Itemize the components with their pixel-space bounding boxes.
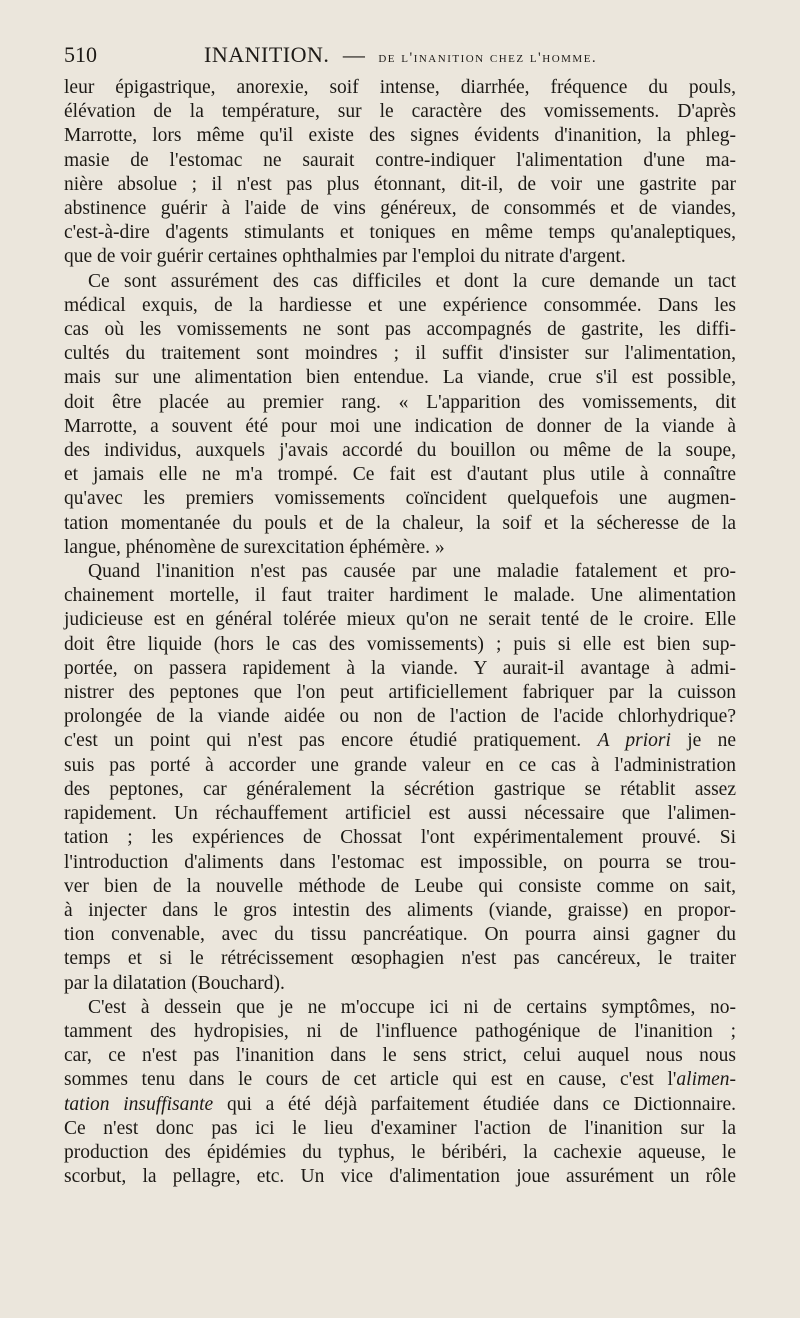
text-line: Marrotte, lors même qu'il existe des signes évidents d'inanition, la phleg-: [64, 125, 736, 147]
running-title-subtitle: de l'inanition chez l'homme.: [378, 50, 598, 66]
text-line: à injecter dans le gros intestin des aliments (viande, graisse) en propor-: [64, 899, 736, 921]
text-line: c'est-à-dire d'agents stimulants et toniques en même temps qu'analeptiques,: [64, 222, 736, 244]
text-line: mais sur une alimentation bien entendue. La viande, crue s'il est possible,: [64, 367, 736, 389]
text-line: doit être placée au premier rang. « L'apparition des vomissements, dit: [64, 391, 736, 413]
text-line: tation ; les expériences de Chossat l'ont expérimentalement prouvé. Si: [64, 827, 736, 849]
text-line: que de voir guérir certaines ophthalmies par l'emploi du nitrate d'argent.: [64, 246, 626, 268]
text-line: langue, phénomène de surexcitation éphémère. »: [64, 536, 445, 558]
text-line: sommes tenu dans le cours de cet article qui est en cause, c'est l'alimen-: [64, 1069, 736, 1091]
text-line: c'est un point qui n'est pas encore étudié pratiquement. A priori je ne: [64, 730, 736, 752]
paragraph: [64, 996, 736, 1190]
text-line: abstinence guérir à l'aide de vins généreux, de consommés et de viandes,: [64, 198, 736, 220]
text-line: tion convenable, avec du tissu pancréatique. On pourra ainsi gagner du: [64, 924, 736, 946]
text-line: scorbut, la pellagre, etc. Un vice d'alimentation joue assurément un rôle: [64, 1166, 736, 1188]
paragraph: [64, 270, 736, 560]
text-line: judicieuse est en général tolérée mieux qu'on ne serait tenté de le croire. Elle: [64, 609, 736, 631]
text-line: production des épidémies du typhus, le béribéri, la cachexie aqueuse, le: [64, 1141, 736, 1163]
text-line: élévation de la température, sur le caractère des vomissements. D'après: [64, 101, 736, 123]
text-line: des individus, auxquels j'avais accordé du bouillon ou même de la soupe,: [64, 440, 736, 462]
text-line: Marrotte, a souvent été pour moi une indication de donner de la viande à: [64, 415, 736, 437]
text-line: Quand l'inanition n'est pas causée par une maladie fatalement et pro-: [88, 561, 736, 583]
text-line: rapidement. Un réchauffement artificiel est aussi nécessaire que l'alimen-: [64, 803, 736, 825]
text-line: et jamais elle ne m'a trompé. Ce fait est d'autant plus utile à connaître: [64, 464, 736, 486]
text-line: tamment des hydropisies, ni de l'influence pathogénique de l'inanition ;: [64, 1020, 736, 1042]
text-line: nière absolue ; il n'est pas plus étonnant, dit-il, de voir une gastrite par: [64, 173, 736, 195]
text-line: nistrer des peptones que l'on peut artificiellement fabriquer par la cuisson: [64, 682, 736, 704]
text-line: Ce sont assurément des cas difficiles et dont la cure demande un tact: [88, 270, 736, 292]
text-line: doit être liquide (hors le cas des vomissements) ; puis si elle est bien sup-: [64, 633, 736, 655]
text-line: masie de l'estomac ne saurait contre-indiquer l'alimentation d'une ma-: [64, 149, 736, 171]
body-text: [64, 76, 736, 1189]
text-line: cultés du traitement sont moindres ; il suffit d'insister sur l'alimentation,: [64, 343, 736, 365]
text-line: leur épigastrique, anorexie, soif intense, diarrhée, fréquence du pouls,: [64, 77, 736, 98]
text-line: cas où les vomissements ne sont pas accompagnés de gastrite, les diffi-: [64, 319, 736, 341]
text-line: tation momentanée du pouls et de la chaleur, la soif et la sécheresse de la: [64, 512, 736, 534]
paragraph: [64, 76, 736, 270]
text-line: des peptones, car généralement la sécrétion gastrique se rétablit assez: [64, 778, 736, 800]
text-line: ver bien de la nouvelle méthode de Leube qui consiste comme on sait,: [64, 875, 736, 897]
text-line: C'est à dessein que je ne m'occupe ici ni de certains symptômes, no-: [88, 996, 736, 1018]
text-line: Ce n'est donc pas ici le lieu d'examiner l'action de l'inanition sur la: [64, 1117, 736, 1139]
running-title-dash: —: [342, 42, 365, 67]
paragraph: [64, 560, 736, 996]
running-title: [204, 42, 597, 68]
text-line: médical exquis, de la hardiesse et une expérience consommée. Dans les: [64, 294, 736, 316]
text-line: car, ce n'est pas l'inanition dans le sens strict, celui auquel nous nous: [64, 1045, 736, 1067]
text-line: par la dilatation (Bouchard).: [64, 972, 285, 994]
text-line: prolongée de la viande aidée ou non de l'action de l'acide chlorhydrique?: [64, 706, 736, 728]
text-line: l'introduction d'aliments dans l'estomac est impossible, on pourra se trou-: [64, 851, 736, 873]
text-line: tation insuffisante qui a été déjà parfaitement étudiée dans ce Dictionnaire.: [64, 1093, 736, 1115]
text-line: chainement mortelle, il faut traiter hardiment le malade. Une alimentation: [64, 585, 736, 607]
text-line: temps et si le rétrécissement œsophagien n'est pas cancéreux, le traiter: [64, 948, 736, 970]
text-line: suis pas porté à accorder une grande valeur en ce cas à l'administration: [64, 754, 736, 776]
running-title-main: INANITION.: [204, 42, 330, 67]
page-number: 510: [64, 42, 97, 67]
text-line: qu'avec les premiers vomissements coïncident quelquefois une augmen-: [64, 488, 736, 510]
text-line: portée, on passera rapidement à la viande. Y aurait-il avantage à admi-: [64, 657, 736, 679]
running-header: [64, 42, 736, 72]
